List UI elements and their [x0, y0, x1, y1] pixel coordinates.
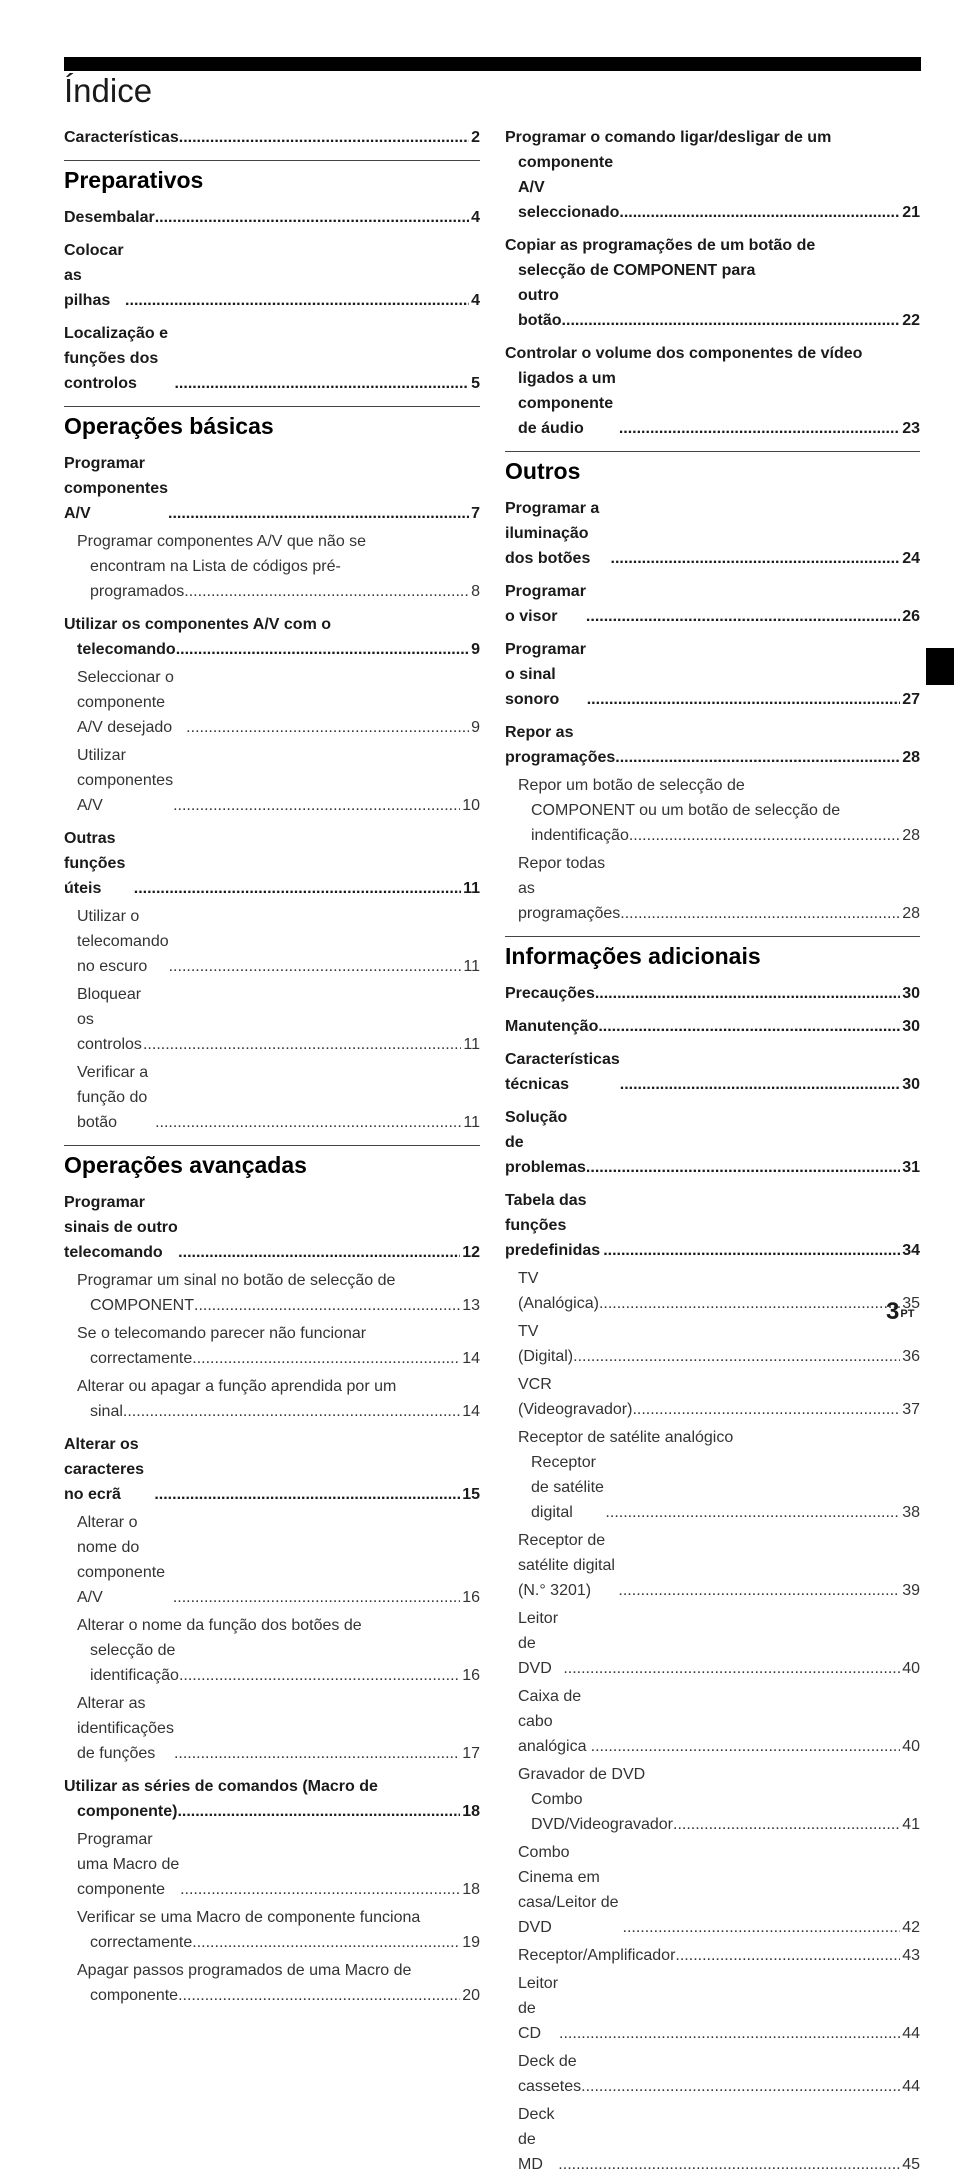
toc-subentry[interactable]: Alterar ou apagar a função aprendida por um sinal ..... 14 — [64, 1374, 480, 1424]
toc-subentry[interactable]: Programar um sinal no botão de selecção de COMPONENT ..... 13 — [64, 1268, 480, 1318]
toc-subentry[interactable]: Alterar o nome da função dos botões de selecção de identificação ..... 16 — [64, 1613, 480, 1688]
toc-entry[interactable]: Manutenção ..... 30 — [505, 1014, 920, 1039]
toc-subentry[interactable]: Verificar a função do botão ..... 11 — [64, 1060, 480, 1135]
toc-subentry[interactable]: Programar uma Macro de componente ..... 18 — [64, 1827, 480, 1902]
page-language-suffix: PT — [900, 1308, 915, 1320]
page-title: Índice — [64, 72, 153, 109]
top-rule — [64, 57, 921, 71]
toc-subentry[interactable]: Deck de cassetes ..... 44 — [505, 2049, 920, 2099]
toc-subentry[interactable]: Receptor de satélite digital (N.° 3201) ..... 39 — [505, 1528, 920, 1603]
toc-subentry[interactable]: Seleccionar o componente A/V desejado ..... 9 — [64, 665, 480, 740]
toc-entry[interactable]: Programar componentes A/V ..... 7 — [64, 451, 480, 526]
toc-subentry[interactable]: TV (Analógica) ..... 35 — [505, 1266, 920, 1316]
toc-subentry[interactable]: Utilizar o telecomando no escuro ..... 11 — [64, 904, 480, 979]
section-heading: Operações avançadas — [64, 1152, 307, 1178]
toc-subentry[interactable]: TV (Digital) ..... 36 — [505, 1319, 920, 1369]
toc-subentry[interactable]: Leitor de DVD ..... 40 — [505, 1606, 920, 1681]
toc-subentry[interactable]: Apagar passos programados de uma Macro de componente ..... 20 — [64, 1958, 480, 2008]
toc-entry[interactable]: Alterar os caracteres no ecrã ..... 15 — [64, 1432, 480, 1507]
toc-subentry[interactable]: Bloquear os controlos ..... 11 — [64, 982, 480, 1057]
page-number-value: 3 — [886, 1298, 900, 1325]
section-heading: Outros — [505, 458, 581, 484]
toc-subentry[interactable]: Alterar as identificações de funções ..... 17 — [64, 1691, 480, 1766]
toc-entry[interactable]: Programar a iluminação dos botões ..... 24 — [505, 496, 920, 571]
toc-entry[interactable]: Características ..... 2 — [64, 125, 480, 150]
toc-entry[interactable]: Repor as programações ..... 28 — [505, 720, 920, 770]
toc-subentry[interactable]: VCR (Videogravador) ..... 37 — [505, 1372, 920, 1422]
section-heading: Operações básicas — [64, 413, 274, 439]
toc-subentry[interactable]: Gravador de DVD Combo DVD/Videogravador ..... 41 — [505, 1762, 920, 1837]
toc-entry[interactable]: Tabela das funções predefinidas ..... 34 — [505, 1188, 920, 1263]
toc-subentry[interactable]: Se o telecomando parecer não funcionar correctamente ..... 14 — [64, 1321, 480, 1371]
section-operacoes-avancadas — [64, 1145, 480, 2008]
toc-subentry[interactable]: Deck de MD ..... 45 — [505, 2102, 920, 2177]
toc-subentry[interactable]: Receptor/Amplificador ..... 43 — [505, 1943, 920, 1968]
toc-subentry[interactable]: Repor um botão de selecção de COMPONENT ou um botão de selecção de indentificação ..... 28 — [505, 773, 920, 848]
section-outros — [505, 451, 920, 926]
toc-entry[interactable]: Controlar o volume dos componentes de vídeo ligados a um componente de áudio ..... 23 — [505, 341, 920, 441]
toc-entry[interactable]: Utilizar as séries de comandos (Macro de componente) ..... 18 — [64, 1774, 480, 1824]
toc-entry[interactable]: Programar sinais de outro telecomando ..... 12 — [64, 1190, 480, 1265]
toc-entry[interactable]: Programar o visor ..... 26 — [505, 579, 920, 629]
section-heading: Preparativos — [64, 167, 204, 193]
toc-subentry[interactable]: Combo Cinema em casa/Leitor de DVD ..... 42 — [505, 1840, 920, 1940]
toc-subentry[interactable]: Receptor de satélite analógico Receptor de satélite digital ..... 38 — [505, 1425, 920, 1525]
toc-subentry[interactable]: Utilizar componentes A/V ..... 10 — [64, 743, 480, 818]
section-preparativos — [64, 160, 480, 396]
toc-entry[interactable]: Desembalar ..... 4 — [64, 205, 480, 230]
toc-right-column — [505, 125, 920, 2177]
section-heading: Informações adicionais — [505, 943, 761, 969]
toc-subentry[interactable]: Leitor de CD ..... 44 — [505, 1971, 920, 2046]
toc-entry[interactable]: Características técnicas ..... 30 — [505, 1047, 920, 1097]
toc-left-column — [64, 125, 480, 2008]
toc-entry[interactable]: Colocar as pilhas ..... 4 — [64, 238, 480, 313]
section-informacoes-adicionais — [505, 936, 920, 2177]
toc-entry[interactable]: Precauções ..... 30 — [505, 981, 920, 1006]
section-tab-marker — [926, 648, 954, 685]
toc-subentry[interactable]: Programar componentes A/V que não se encontram na Lista de códigos pré- programados ..... 8 — [64, 529, 480, 604]
toc-entry[interactable]: Programar o sinal sonoro ..... 27 — [505, 637, 920, 712]
toc-subentry[interactable]: Repor todas as programações ..... 28 — [505, 851, 920, 926]
toc-subentry[interactable]: Verificar se uma Macro de componente funciona correctamente ..... 19 — [64, 1905, 480, 1955]
toc-entry[interactable]: Outras funções úteis ..... 11 — [64, 826, 480, 901]
section-operacoes-basicas — [64, 406, 480, 1135]
toc-entry[interactable]: Utilizar os componentes A/V com o telecomando ..... 9 — [64, 612, 480, 662]
toc-entry[interactable]: Localização e funções dos controlos ..... 5 — [64, 321, 480, 396]
toc-subentry[interactable]: Caixa de cabo analógica ..... 40 — [505, 1684, 920, 1759]
toc-entry[interactable]: Copiar as programações de um botão de selecção de COMPONENT para outro botão ..... 22 — [505, 233, 920, 333]
toc-entry[interactable]: Programar o comando ligar/desligar de um componente A/V seleccionado ..... 21 — [505, 125, 920, 225]
toc-subentry[interactable]: Alterar o nome do componente A/V ..... 16 — [64, 1510, 480, 1610]
toc-entry[interactable]: Solução de problemas ..... 31 — [505, 1105, 920, 1180]
